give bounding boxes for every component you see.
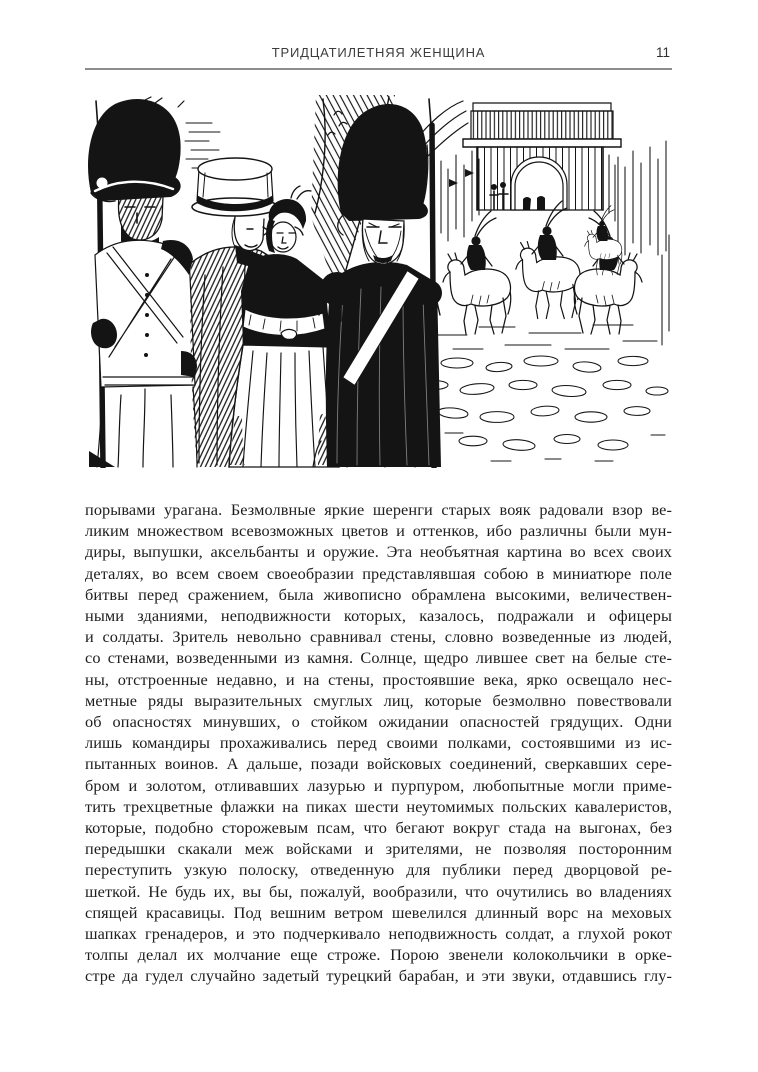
text-line: переступить узкую полоску, отведенную для публики перед дворцовой ре-	[85, 860, 672, 880]
body-text	[85, 499, 672, 987]
text-line: толпы делал их молчание еще строже. Порою звенели колокольчики в орке-	[85, 945, 672, 965]
running-title: ТРИДЦАТИЛЕТНЯЯ ЖЕНЩИНА	[271, 45, 486, 60]
text-line: и солдаты. Зритель невольно сравнивал стены, словно возведенные из людей,	[85, 627, 672, 647]
text-line: шапках гренадеров, и это подчеркивало неподвижность солдат, а глухой рокот	[85, 924, 672, 944]
text-line: шеткой. Не будь их, вы бы, пожалуй, вообразили, что очутились во владениях	[85, 881, 672, 901]
page-header	[85, 45, 672, 70]
page-number: 11	[655, 45, 670, 60]
parade-illustration	[85, 95, 672, 468]
text-line: ны, отстроенные недавно, и на стены, простоявшие века, ярко освещало нес-	[85, 669, 672, 689]
text-line: со стенами, возведенными из камня. Солнце, щедро лившее свет на белые сте-	[85, 648, 672, 668]
text-line: передышки скакали меж войсками и зрителями, не позволяя посторонним	[85, 839, 672, 859]
text-line: деталях, во всем своем своеобразии представлявшая собою в миниатюре поле	[85, 563, 672, 583]
header-rule	[85, 68, 672, 70]
text-line: спящей красавицы. Под вешним ветром шевелился длинный ворс на меховых	[85, 902, 672, 922]
text-line: бром и золотом, отливавших лазурью и пурпуром, любопытные могли приме-	[85, 775, 672, 795]
text-line: метные ряды выразительных смуглых лиц, которые безмолвно повествовали	[85, 690, 672, 710]
text-line: лишь командиры прохаживались перед своими полками, состоявшими из ис-	[85, 733, 672, 753]
text-line: порывами урагана. Безмолвные яркие шеренги старых вояк радовали взор ве-	[85, 500, 672, 519]
text-line: тить трехцветные флажки на пиках шести неутомимых польских кавалеристов,	[85, 796, 672, 816]
text-line: которые, подобно сторожевым псам, что бегают вокруг стада на выгонах, без	[85, 818, 672, 838]
parade-illustration-svg	[85, 95, 672, 468]
text-line: пытанных воинов. А дальше, позади войсковых соединений, сверкавших сере-	[85, 754, 672, 774]
text-line: битвы перед сражением, была живописно обрамлена высокими, величествен-	[85, 584, 672, 604]
text-line: ликим множеством всевозможных цветов и оттенков, ибо различны были мун-	[85, 521, 672, 541]
text-line: ными зданиями, неподвижности которых, казалось, подражали и офицеры	[85, 606, 672, 626]
text-line: стре да гудел случайно задетый турецкий барабан, и эти звуки, отдавшись глу-	[85, 966, 672, 986]
running-head-row	[85, 45, 672, 62]
text-line: диры, выпушки, аксельбанты и оружие. Эта необъятная картина во всех своих	[85, 542, 672, 562]
text-line: об опасностях минувших, о стойком ожидании опасностей грядущих. Одни	[85, 712, 672, 732]
